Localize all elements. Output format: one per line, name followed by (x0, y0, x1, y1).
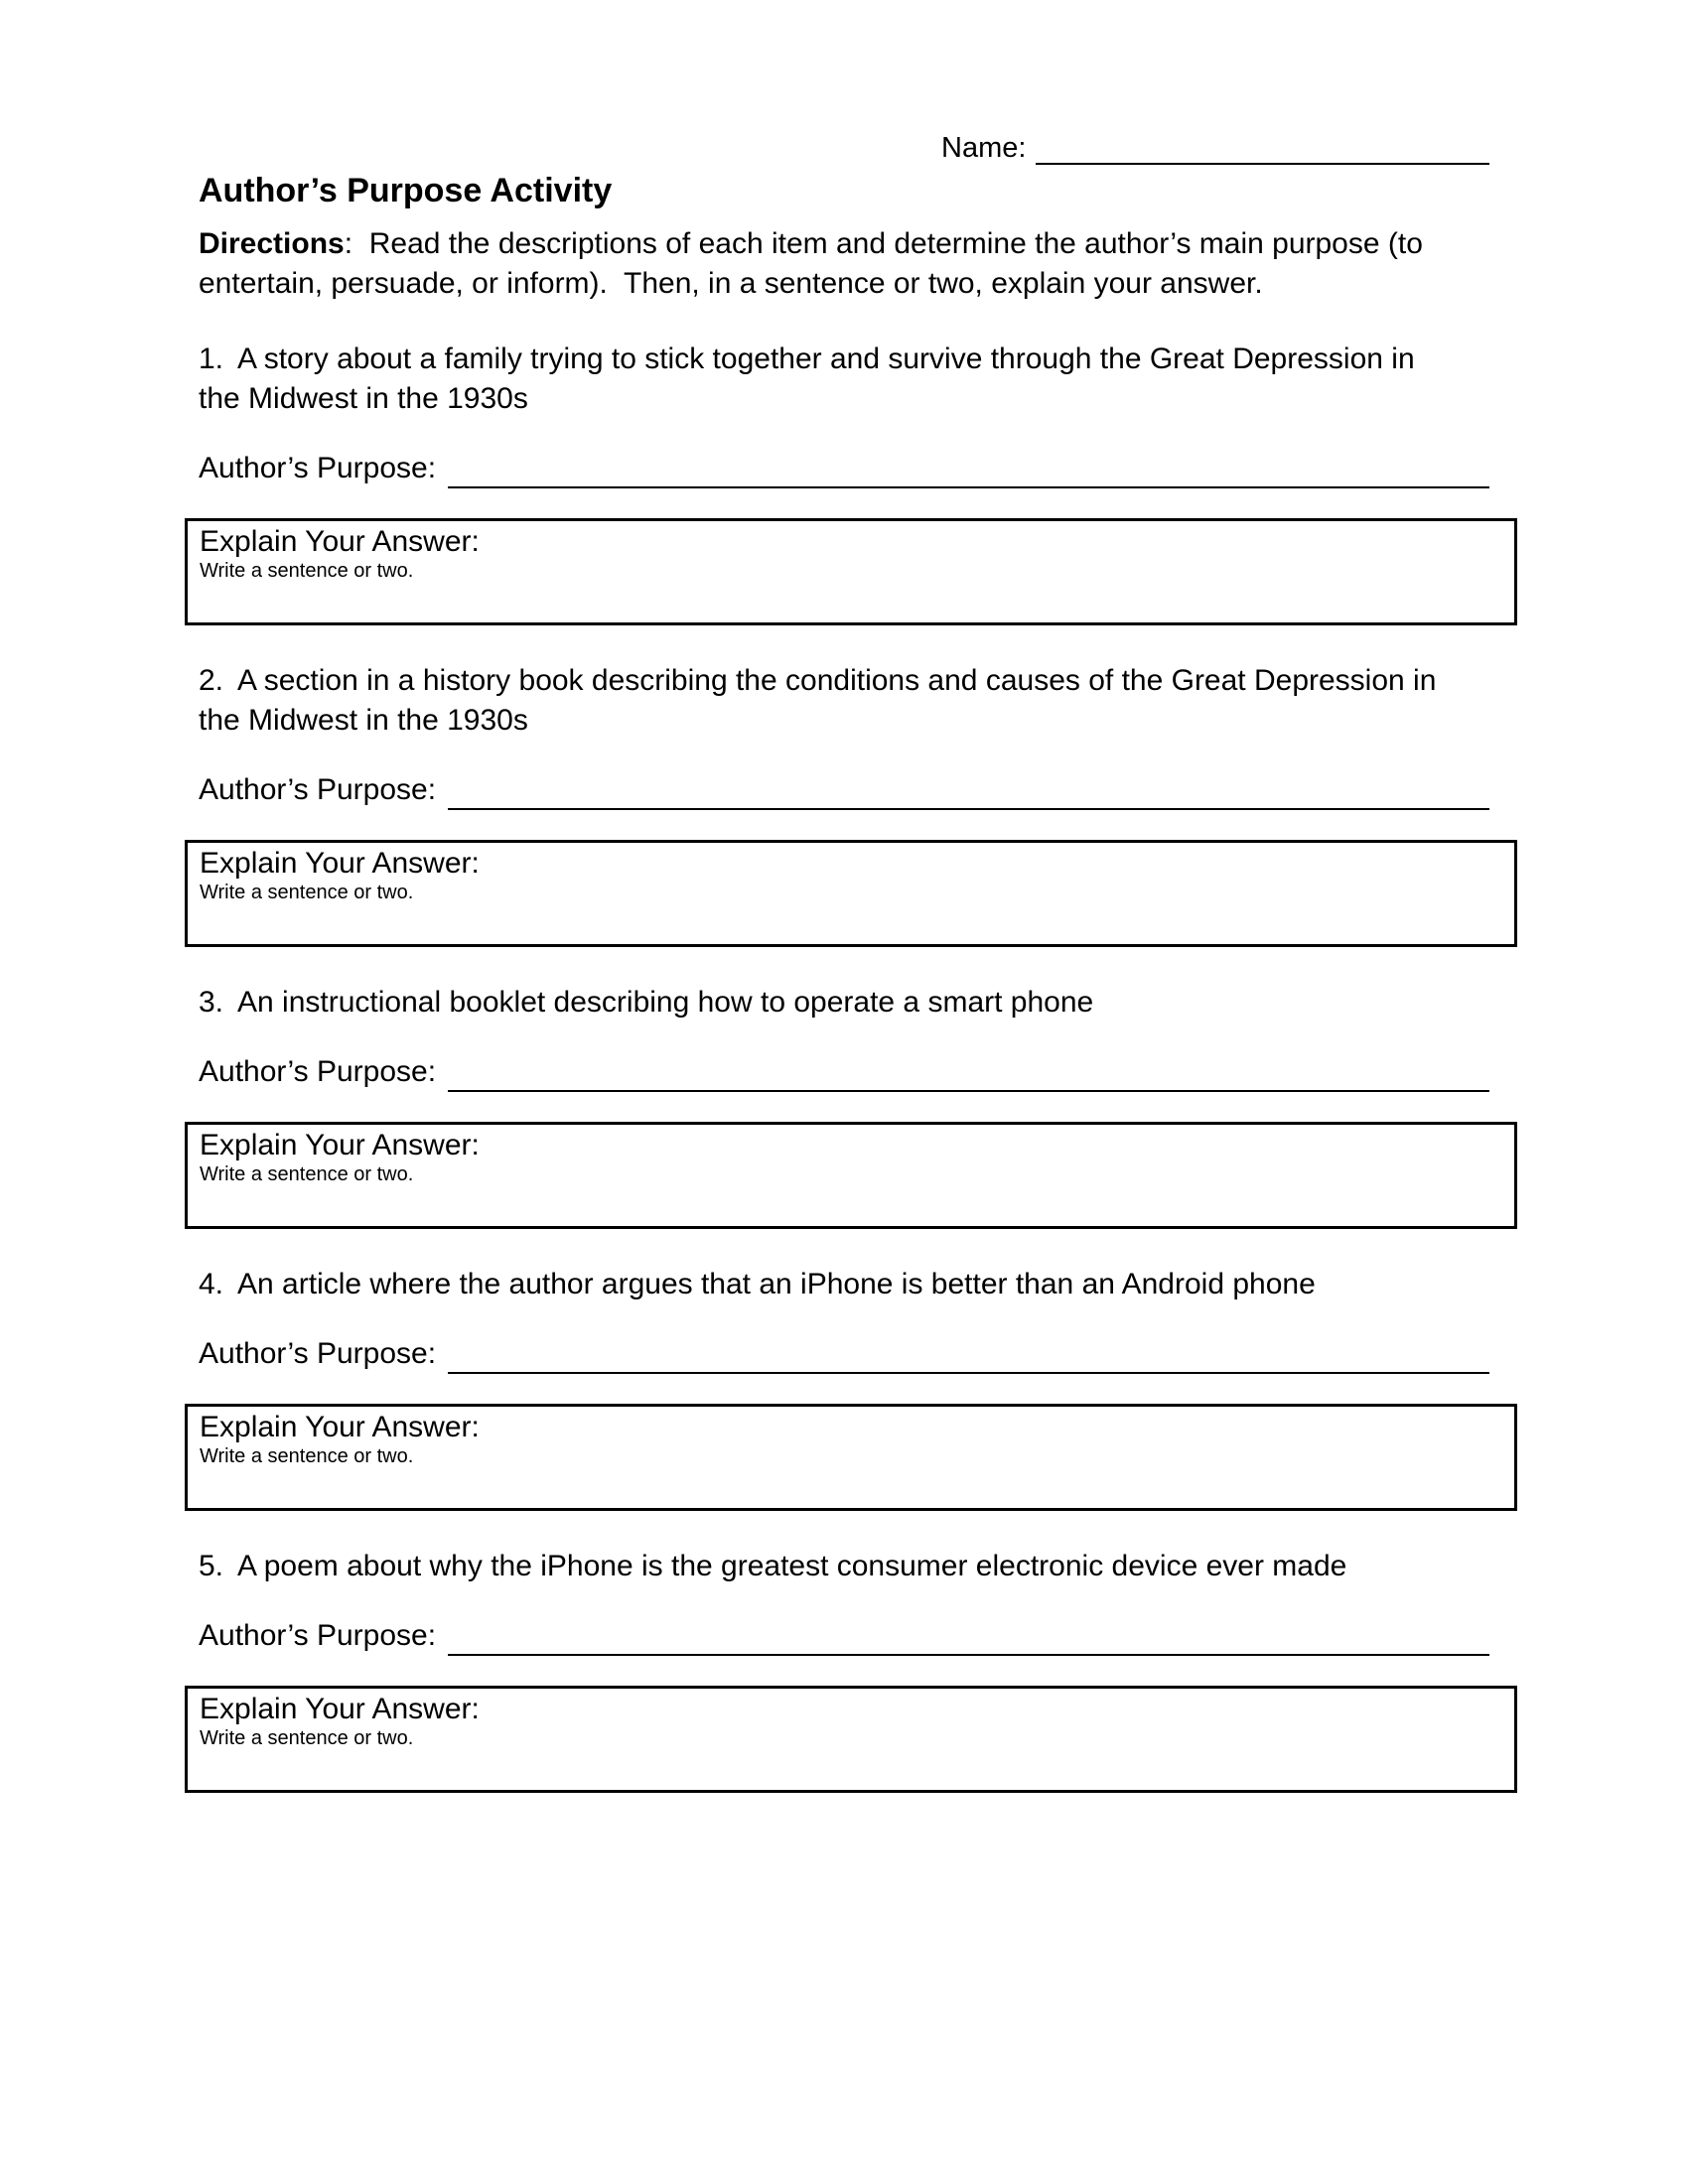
item-3-text (199, 983, 1448, 1023)
item-2-description: A section in a history book describing the conditions and causes of the Great Depression in the Midwest in the 1930s (199, 664, 1445, 737)
directions (199, 224, 1445, 304)
item-2-explain-hint: Write a sentence or two. (200, 882, 414, 903)
name-row (199, 131, 1489, 165)
item-1-explain-box[interactable] (185, 518, 1517, 625)
item-4-number: 4. (199, 1268, 224, 1300)
item-5 (199, 1547, 1489, 1793)
item-3-explain-label: Explain Your Answer: (200, 1129, 480, 1161)
item-1-description: A story about a family trying to stick together and survive through the Great Depression in the Midwest in the 1930s (199, 342, 1423, 415)
item-5-explain-box[interactable] (185, 1686, 1517, 1793)
item-5-number: 5. (199, 1550, 224, 1582)
item-3-number: 3. (199, 986, 224, 1019)
item-1-text (199, 340, 1448, 419)
item-4-purpose-label: Author’s Purpose: (199, 1337, 437, 1370)
item-4-description: An article where the author argues that an iPhone is better than an Android phone (237, 1268, 1316, 1300)
item-1-number: 1. (199, 342, 224, 375)
item-4-purpose-blank-line[interactable] (448, 1340, 1489, 1374)
item-1-purpose-label: Author’s Purpose: (199, 452, 437, 484)
item-1-purpose-row (199, 449, 1489, 488)
item-5-purpose-label: Author’s Purpose: (199, 1619, 437, 1652)
item-3-purpose-label: Author’s Purpose: (199, 1055, 437, 1088)
item-2-explain-label: Explain Your Answer: (200, 847, 480, 880)
item-2-number: 2. (199, 664, 224, 697)
item-1-purpose-blank-line[interactable] (448, 455, 1489, 488)
item-5-text (199, 1547, 1448, 1586)
item-2-purpose-blank-line[interactable] (448, 776, 1489, 810)
item-1-explain-label: Explain Your Answer: (200, 525, 480, 558)
name-blank-line[interactable] (1036, 135, 1489, 165)
item-3 (199, 983, 1489, 1229)
item-1-explain-hint: Write a sentence or two. (200, 560, 414, 582)
name-label: Name: (941, 132, 1027, 164)
item-2-purpose-label: Author’s Purpose: (199, 773, 437, 806)
item-4-text (199, 1265, 1448, 1304)
directions-label: Directions (199, 227, 345, 260)
item-4-explain-box[interactable] (185, 1404, 1517, 1511)
item-4-purpose-row (199, 1334, 1489, 1374)
item-4-explain-hint: Write a sentence or two. (200, 1445, 414, 1467)
item-2-purpose-row (199, 770, 1489, 810)
item-2-text (199, 661, 1448, 741)
item-3-description: An instructional booklet describing how to operate a smart phone (237, 986, 1094, 1019)
item-4 (199, 1265, 1489, 1511)
item-2-explain-box[interactable] (185, 840, 1517, 947)
item-3-explain-box[interactable] (185, 1122, 1517, 1229)
item-3-purpose-blank-line[interactable] (448, 1058, 1489, 1092)
page-title: Author’s Purpose Activity (199, 172, 613, 209)
item-4-explain-label: Explain Your Answer: (200, 1411, 480, 1443)
item-3-explain-hint: Write a sentence or two. (200, 1163, 414, 1185)
item-5-purpose-row (199, 1616, 1489, 1656)
item-5-explain-hint: Write a sentence or two. (200, 1727, 414, 1749)
item-1 (199, 340, 1489, 625)
item-5-purpose-blank-line[interactable] (448, 1622, 1489, 1656)
item-5-description: A poem about why the iPhone is the greatest consumer electronic device ever made (237, 1550, 1347, 1582)
directions-text: : Read the descriptions of each item and determine the author’s main purpose (to entertain, persuade, or inform). Then, in a sentence or two, explain your answer. (199, 227, 1432, 300)
item-2 (199, 661, 1489, 947)
item-3-purpose-row (199, 1052, 1489, 1092)
item-5-explain-label: Explain Your Answer: (200, 1693, 480, 1725)
